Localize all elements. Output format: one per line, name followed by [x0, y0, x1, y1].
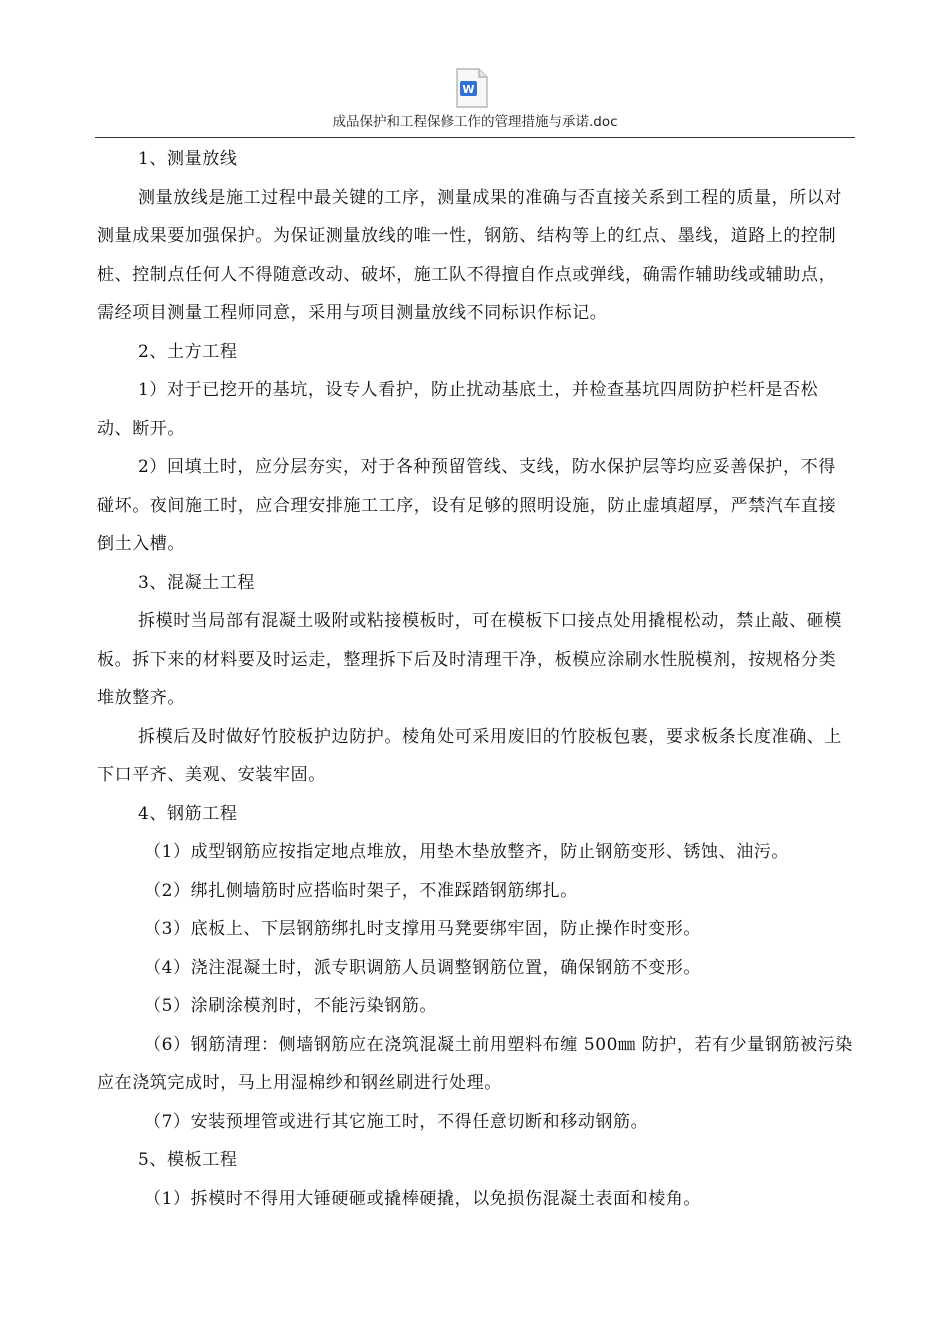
heading-formwork: 5、模板工程	[138, 1150, 238, 1170]
heading-earthwork: 2、土方工程	[138, 341, 238, 362]
header-divider	[95, 137, 855, 138]
paragraph-survey: 测量放线是施工过程中最关键的工序，测量成果的准确与否直接关系到工程的质量，所以对测量成果要加强保护。为保证测量放线的唯一性，钢筋、结构等上的红点、墨线，道路上的控制桩、控制点任何人不得随意改动、破坏，施工队不得擅自作点或弹线，确需作辅助线或辅助点，需经项目测量工程师同意，采用与项目测量放线不同标识作标记。	[97, 187, 842, 323]
paragraph-earthwork-1: 1）对于已挖开的基坑，设专人看护，防止扰动基底土，并检查基坑四周防护栏杆是否松动、断开。	[97, 380, 819, 439]
list-item-rebar-5: （5）涂刷涂模剂时，不能污染钢筋。	[144, 996, 438, 1016]
list-item-rebar-4: （4）浇注混凝土时，派专职调筋人员调整钢筋位置，确保钢筋不变形。	[144, 957, 702, 978]
paragraph-earthwork-2: 2）回填土时，应分层夯实，对于各种预留管线、支线，防水保护层等均应妥善保护，不得碰坏。夜间施工时，应合理安排施工工序，设有足够的照明设施，防止虚填超厚，严禁汽车直接倒土入槽。	[97, 457, 837, 554]
list-item-rebar-1: （1）成型钢筋应按指定地点堆放，用垫木垫放整齐，防止钢筋变形、锈蚀、油污。	[144, 842, 790, 862]
list-item-rebar-6: （6）钢筋清理：侧墙钢筋应在浇筑混凝土前用塑料布缠 500㎜ 防护，若有少量钢筋被污染应在浇筑完成时，马上用湿棉纱和钢丝刷进行处理。	[97, 1034, 853, 1093]
heading-rebar: 4、钢筋工程	[138, 803, 238, 824]
paragraph-concrete-1: 拆模时当局部有混凝土吸附或粘接模板时，可在模板下口接点处用撬棍松动，禁止敲、砸模板。拆下来的材料要及时运走，整理拆下后及时清理干净，板模应涂刷水性脱模剂，按规格分类堆放整齐。	[97, 611, 842, 708]
heading-concrete: 3、混凝土工程	[138, 572, 256, 593]
word-doc-icon	[455, 68, 489, 108]
file-title: 成品保护和工程保修工作的管理措施与承诺.doc	[332, 114, 618, 130]
list-item-rebar-3: （3）底板上、下层钢筋绑扎时支撑用马凳要绑牢固，防止操作时变形。	[144, 919, 702, 939]
document-body	[97, 140, 853, 1218]
document-header	[0, 0, 950, 140]
heading-survey: 1、测量放线	[138, 149, 238, 169]
paragraph-concrete-2: 拆模后及时做好竹胶板护边防护。棱角处可采用废旧的竹胶板包裹，要求板条长度准确、上下口平齐、美观、安装牢固。	[97, 726, 842, 785]
list-item-formwork-1: （1）拆模时不得用大锤硬砸或撬棒硬撬，以免损伤混凝土表面和棱角。	[144, 1188, 702, 1209]
svg-text:W: W	[462, 83, 475, 96]
list-item-rebar-2: （2）绑扎侧墙筋时应搭临时架子，不准踩踏钢筋绑扎。	[144, 880, 578, 901]
list-item-rebar-7: （7）安装预埋管或进行其它施工时，不得任意切断和移动钢筋。	[144, 1111, 649, 1132]
